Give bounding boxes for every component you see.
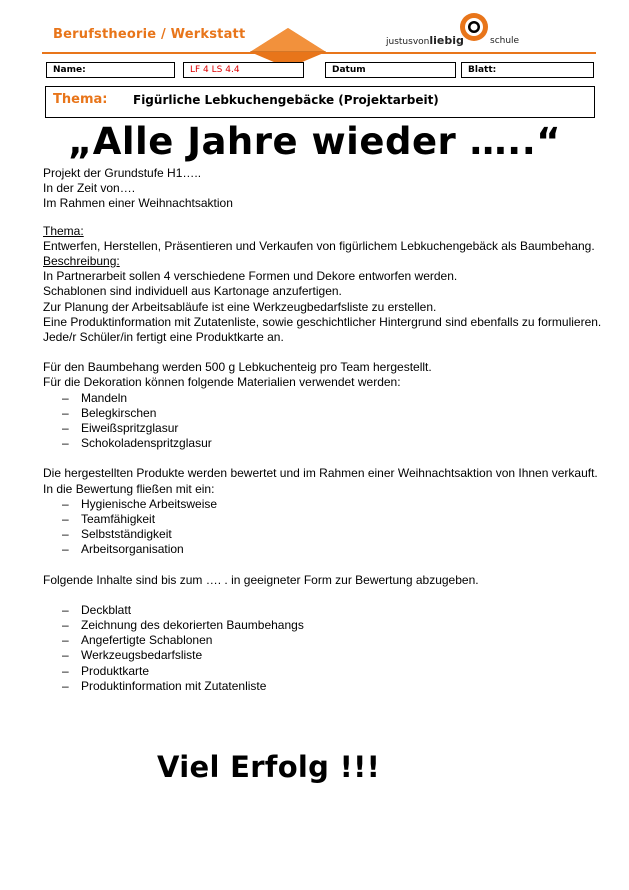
list-item: – Belegkirschen — [62, 406, 608, 421]
material-list — [43, 391, 608, 452]
abgabe-list — [43, 603, 608, 694]
beschreibung-line: In Partnerarbeit sollen 4 verschiedene Formen und Dekore entworfen werden. — [43, 269, 458, 284]
list-item: – Mandeln — [62, 391, 608, 406]
school-logo-text: justusvonliebig — [386, 34, 464, 47]
thema-text: Figürliche Lebkuchengebäcke (Projektarbeit) — [133, 93, 439, 107]
list-item: – Angefertigte Schablonen — [62, 633, 608, 648]
blatt-field[interactable]: Blatt: — [461, 62, 594, 78]
beschreibung-line: Zur Planung der Arbeitsabläufe ist eine Werkzeugbedarfsliste zu erstellen. — [43, 299, 437, 314]
list-item: – Werkzeugsbedarfsliste — [62, 648, 608, 663]
list-item: – Eiweißspritzglasur — [62, 421, 608, 436]
list-item: – Arbeitsorganisation — [62, 542, 608, 557]
material-line: Für die Dekoration können folgende Materialien verwendet werden: — [43, 375, 401, 390]
thema-section-text: Entwerfen, Herstellen, Präsentieren und Verkaufen von figürlichem Lebkuchengebäck als Baumbehang. — [43, 238, 595, 253]
closing-text: Viel Erfolg !!! — [157, 750, 381, 784]
beschreibung-line: Schablonen sind individuell aus Kartonage anzufertigen. — [43, 284, 342, 299]
document-body — [43, 166, 608, 694]
list-item: – Produktkarte — [62, 664, 608, 679]
lf-field: LF 4 LS 4.4 — [183, 62, 304, 78]
intro-line: Projekt der Grundstufe H1….. — [43, 166, 202, 180]
list-item: – Hygienische Arbeitsweise — [62, 497, 608, 512]
list-item: – Schokoladenspritzglasur — [62, 436, 608, 451]
list-item: – Deckblatt — [62, 603, 608, 618]
school-logo-suffix: schule — [490, 36, 520, 46]
list-item: – Zeichnung des dekorierten Baumbehangs — [62, 618, 608, 633]
beschreibung-line: Jede/r Schüler/in fertigt eine Produktkarte an. — [43, 330, 284, 345]
material-line: Für den Baumbehang werden 500 g Lebkuchenteig pro Team hergestellt. — [43, 360, 432, 375]
bewertung-line: In die Bewertung fließen mit ein: — [43, 481, 215, 496]
page-title: „Alle Jahre wieder …..“ — [67, 120, 562, 163]
beschreibung-line: Eine Produktinformation mit Zutatenliste, sowie geschichtlicher Hintergrund sind ebenfalls zu formulieren. — [43, 314, 602, 329]
intro-line: In der Zeit von…. — [43, 181, 136, 196]
name-field[interactable]: Name: — [46, 62, 175, 78]
intro-line: Im Rahmen einer Weihnachtsaktion — [43, 196, 233, 211]
thema-label: Thema: — [53, 92, 108, 107]
header-rule — [42, 52, 596, 54]
beschreibung-heading: Beschreibung: — [43, 254, 120, 269]
bewertung-line: Die hergestellten Produkte werden bewertet und im Rahmen einer Weihnachtsaktion von Ihnen verkauft. — [43, 466, 598, 481]
datum-field[interactable]: Datum — [325, 62, 456, 78]
list-item: – Produktinformation mit Zutatenliste — [62, 679, 608, 694]
abgabe-line: Folgende Inhalte sind bis zum …. . in geeigneter Form zur Bewertung abzugeben. — [43, 572, 479, 587]
list-item: – Selbstständigkeit — [62, 527, 608, 542]
bewertung-list — [43, 497, 608, 558]
thema-section-heading: Thema: — [43, 223, 84, 238]
list-item: – Teamfähigkeit — [62, 512, 608, 527]
header-title: Berufstheorie / Werkstatt — [53, 27, 246, 42]
